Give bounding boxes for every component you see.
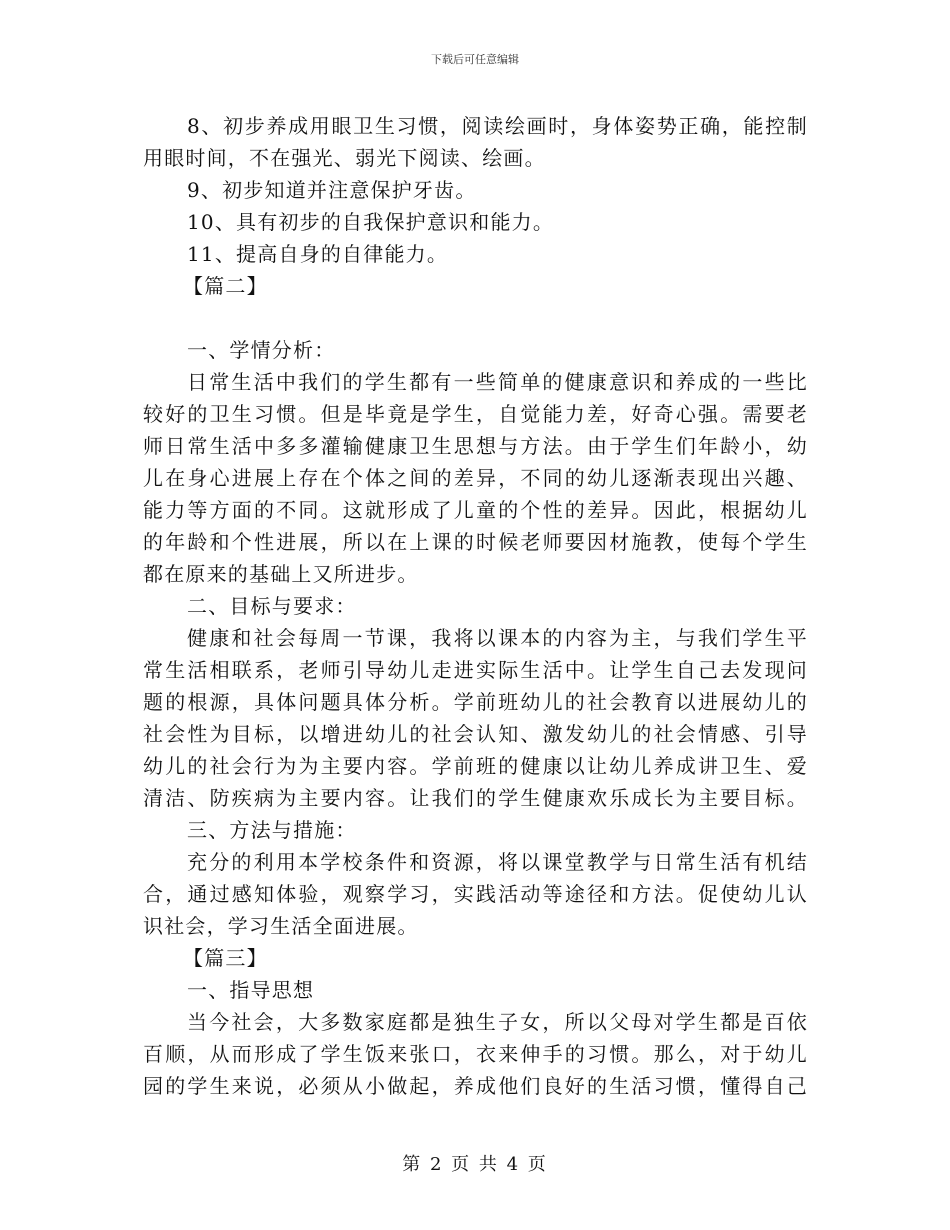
paragraph-line: 都在原来的基础上又所进步。 (143, 562, 419, 586)
paragraph-line: 儿在身心进展上存在个体之间的差异，不同的幼儿逐渐表现出兴趣、 (143, 466, 808, 490)
paragraph-line: 用眼时间，不在强光、弱光下阅读、绘画。 (143, 146, 546, 170)
blank-line (143, 302, 808, 334)
page-header: 下载后可任意编辑 (431, 53, 519, 66)
paragraph-line: 的年龄和个性进展，所以在上课的时候老师要因材施教，使每个学生 (143, 530, 808, 554)
section-heading: 【篇二】 (183, 274, 268, 298)
paragraph-line: 百顺，从而形成了学生饭来张口，衣来伸手的习惯。那么，对于幼儿 (143, 1042, 808, 1066)
paragraph-line: 日常生活中我们的学生都有一些简单的健康意识和养成的一些比 (187, 370, 808, 394)
section-subheading: 一、指导思想 (187, 978, 315, 1002)
paragraph-line: 能力等方面的不同。这就形成了儿童的个性的差异。因此，根据幼儿 (143, 498, 808, 522)
document-body (143, 110, 808, 1102)
paragraph-line: 较好的卫生习惯。但是毕竟是学生，自觉能力差，好奇心强。需要老 (143, 402, 808, 426)
section-subheading: 一、学情分析： (187, 338, 336, 362)
paragraph-line: 当今社会，大多数家庭都是独生子女，所以父母对学生都是百依 (187, 1010, 808, 1034)
paragraph-line: 9、初步知道并注意保护牙齿。 (187, 178, 477, 202)
paragraph-line: 识社会，学习生活全面进展。 (143, 914, 419, 938)
paragraph-line: 11、提高自身的自律能力。 (187, 242, 449, 266)
paragraph-line: 常生活相联系，老师引导幼儿走进实际生活中。让学生自己去发现问 (143, 658, 808, 682)
page-footer: 第 2 页 共 4 页 (402, 1154, 548, 1175)
paragraph-line: 清洁、防疾病为主要内容。让我们的学生健康欢乐成长为主要目标。 (143, 786, 808, 810)
paragraph-line: 师日常生活中多多灌输健康卫生思想与方法。由于学生们年龄小，幼 (143, 434, 808, 458)
paragraph-line: 社会性为目标，以增进幼儿的社会认知、激发幼儿的社会情感、引导 (143, 722, 808, 746)
paragraph-line: 8、初步养成用眼卫生习惯，阅读绘画时，身体姿势正确，能控制 (187, 114, 808, 138)
paragraph-line: 合，通过感知体验，观察学习，实践活动等途径和方法。促使幼儿认 (143, 882, 808, 906)
paragraph-line: 充分的利用本学校条件和资源，将以课堂教学与日常生活有机结 (187, 850, 808, 874)
paragraph-line: 题的根源，具体问题具体分析。学前班幼儿的社会教育以进展幼儿的 (143, 690, 808, 714)
paragraph-line: 园的学生来说，必须从小做起，养成他们良好的生活习惯，懂得自己 (143, 1074, 808, 1098)
section-subheading: 二、目标与要求： (187, 594, 357, 618)
section-heading: 【篇三】 (183, 946, 268, 970)
paragraph-line: 幼儿的社会行为为主要内容。学前班的健康以让幼儿养成讲卫生、爱 (143, 754, 808, 778)
section-subheading: 三、方法与措施： (187, 818, 357, 842)
paragraph-line: 健康和社会每周一节课，我将以课本的内容为主，与我们学生平 (187, 626, 808, 650)
paragraph-line: 10、具有初步的自我保护意识和能力。 (187, 210, 555, 234)
